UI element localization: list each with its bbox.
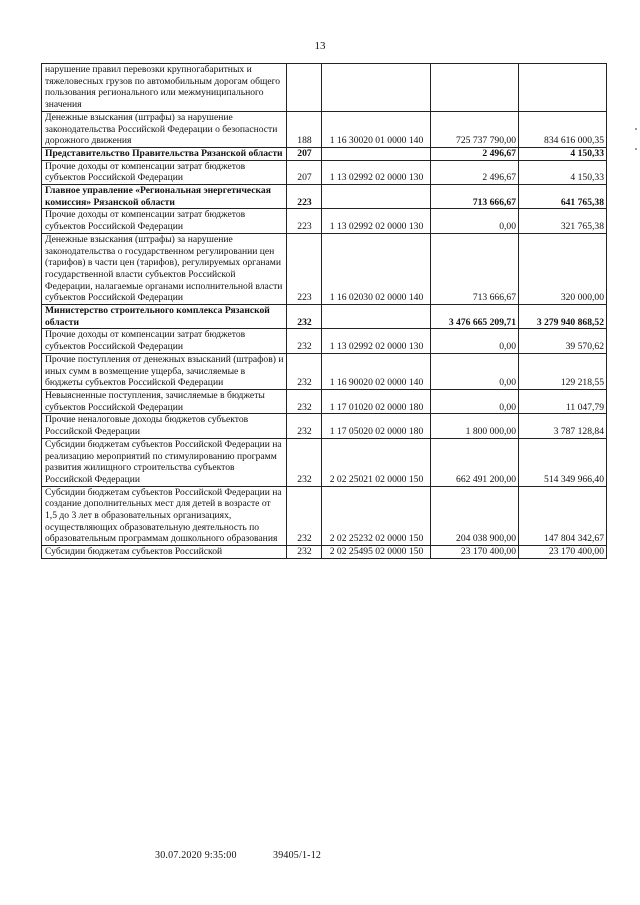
row-admin-code-cell: 223 bbox=[287, 185, 322, 209]
row-budget-classification-cell: 1 16 90020 02 0000 140 bbox=[322, 353, 431, 389]
row-admin-code-cell: 207 bbox=[287, 147, 322, 160]
row-actual-amount-cell: 3 787 128,84 bbox=[519, 414, 607, 438]
row-actual-amount-cell: 4 150,33 bbox=[519, 160, 607, 184]
row-name-cell: Прочие неналоговые доходы бюджетов субъектов Российской Федерации bbox=[42, 414, 287, 438]
row-plan-amount-cell: 0,00 bbox=[431, 329, 519, 353]
row-plan-amount-cell: 2 496,67 bbox=[431, 147, 519, 160]
row-plan-amount-cell: 0,00 bbox=[431, 209, 519, 233]
row-budget-classification-cell bbox=[322, 147, 431, 160]
row-name-cell: Невыясненные поступления, зачисляемые в бюджеты субъектов Российской Федерации bbox=[42, 389, 287, 413]
row-budget-classification-cell: 2 02 25495 02 0000 150 bbox=[322, 546, 431, 559]
row-budget-classification-cell: 2 02 25232 02 0000 150 bbox=[322, 486, 431, 546]
table-row bbox=[42, 389, 607, 413]
row-budget-classification-cell bbox=[322, 64, 431, 112]
row-admin-code-cell: 207 bbox=[287, 160, 322, 184]
row-actual-amount-cell: 4 150,33 bbox=[519, 147, 607, 160]
table-row bbox=[42, 353, 607, 389]
table-row bbox=[42, 147, 607, 160]
row-actual-amount-cell: 11 047,79 bbox=[519, 389, 607, 413]
row-budget-classification-cell: 1 16 02030 02 0000 140 bbox=[322, 233, 431, 304]
row-admin-code-cell: 232 bbox=[287, 353, 322, 389]
row-budget-classification-cell: 1 13 02992 02 0000 130 bbox=[322, 329, 431, 353]
row-admin-code-cell: 232 bbox=[287, 486, 322, 546]
scan-margin-mark bbox=[635, 128, 637, 130]
row-actual-amount-cell bbox=[519, 64, 607, 112]
row-admin-code-cell: 232 bbox=[287, 414, 322, 438]
row-budget-classification-cell: 1 17 01020 02 0000 180 bbox=[322, 389, 431, 413]
row-plan-amount-cell: 713 666,67 bbox=[431, 185, 519, 209]
table-row bbox=[42, 546, 607, 559]
row-actual-amount-cell: 23 170 400,00 bbox=[519, 546, 607, 559]
row-actual-amount-cell: 514 349 966,40 bbox=[519, 438, 607, 486]
footer-timestamp: 30.07.2020 9:35:00 bbox=[155, 850, 237, 861]
table-row bbox=[42, 438, 607, 486]
revenue-table bbox=[41, 63, 607, 559]
row-plan-amount-cell: 725 737 790,00 bbox=[431, 111, 519, 147]
table-row bbox=[42, 233, 607, 304]
row-actual-amount-cell: 834 616 000,35 bbox=[519, 111, 607, 147]
row-actual-amount-cell: 129 218,55 bbox=[519, 353, 607, 389]
row-actual-amount-cell: 641 765,38 bbox=[519, 185, 607, 209]
table-row bbox=[42, 209, 607, 233]
row-name-cell: Главное управление «Региональная энергетическая комиссия» Рязанской области bbox=[42, 185, 287, 209]
row-actual-amount-cell: 321 765,38 bbox=[519, 209, 607, 233]
row-name-cell: Прочие поступления от денежных взысканий (штрафов) и иных сумм в возмещение ущерба, зачисляемые в бюджеты субъектов Российской Федерации bbox=[42, 353, 287, 389]
row-name-cell: Министерство строительного комплекса Рязанской области bbox=[42, 305, 287, 329]
row-plan-amount-cell: 204 038 900,00 bbox=[431, 486, 519, 546]
row-budget-classification-cell bbox=[322, 305, 431, 329]
row-admin-code-cell: 232 bbox=[287, 329, 322, 353]
row-name-cell: Денежные взыскания (штрафы) за нарушение законодательства Российской Федерации о безопасности дорожного движения bbox=[42, 111, 287, 147]
row-admin-code-cell bbox=[287, 64, 322, 112]
table-row bbox=[42, 305, 607, 329]
row-admin-code-cell: 232 bbox=[287, 438, 322, 486]
row-name-cell: Субсидии бюджетам субъектов Российской Федерации на создание дополнительных мест для детей в возрасте от 1,5 до 3 лет в образовательных организациях, осуществляющих образовательную деятельность по образовательным программам дошкольного образования bbox=[42, 486, 287, 546]
scan-margin-mark bbox=[635, 148, 637, 150]
table-row bbox=[42, 185, 607, 209]
row-budget-classification-cell bbox=[322, 185, 431, 209]
row-name-cell: Денежные взыскания (штрафы) за нарушение законодательства о государственном регулировании цен (тарифов) в части цен (тарифов), регулируемых органами государственной власти субъектов Российской Федерации, налагаемые органами исполнительной власти субъектов Российской Федерации bbox=[42, 233, 287, 304]
row-plan-amount-cell: 662 491 200,00 bbox=[431, 438, 519, 486]
row-actual-amount-cell: 3 279 940 868,52 bbox=[519, 305, 607, 329]
row-admin-code-cell: 188 bbox=[287, 111, 322, 147]
row-plan-amount-cell: 3 476 665 209,71 bbox=[431, 305, 519, 329]
table-row bbox=[42, 486, 607, 546]
row-budget-classification-cell: 2 02 25021 02 0000 150 bbox=[322, 438, 431, 486]
table-row bbox=[42, 160, 607, 184]
row-name-cell: Прочие доходы от компенсации затрат бюджетов субъектов Российской Федерации bbox=[42, 160, 287, 184]
page-number: 13 bbox=[314, 40, 326, 52]
row-plan-amount-cell: 713 666,67 bbox=[431, 233, 519, 304]
row-name-cell: Субсидии бюджетам субъектов Российской Федерации на реализацию мероприятий по стимулированию программ развития жилищного строительства субъектов Российской Федерации bbox=[42, 438, 287, 486]
row-actual-amount-cell: 320 000,00 bbox=[519, 233, 607, 304]
row-admin-code-cell: 223 bbox=[287, 233, 322, 304]
row-admin-code-cell: 232 bbox=[287, 389, 322, 413]
row-name-cell: Представительство Правительства Рязанской области bbox=[42, 147, 287, 160]
row-name-cell: Прочие доходы от компенсации затрат бюджетов субъектов Российской Федерации bbox=[42, 209, 287, 233]
table-row bbox=[42, 329, 607, 353]
row-plan-amount-cell: 0,00 bbox=[431, 389, 519, 413]
row-budget-classification-cell: 1 17 05020 02 0000 180 bbox=[322, 414, 431, 438]
row-budget-classification-cell: 1 13 02992 02 0000 130 bbox=[322, 209, 431, 233]
row-admin-code-cell: 232 bbox=[287, 546, 322, 559]
row-name-cell: Субсидии бюджетам субъектов Российской bbox=[42, 546, 287, 559]
table-row bbox=[42, 111, 607, 147]
row-budget-classification-cell: 1 13 02992 02 0000 130 bbox=[322, 160, 431, 184]
footer-document-id: 39405/1-12 bbox=[273, 850, 322, 861]
table-row bbox=[42, 64, 607, 112]
row-plan-amount-cell: 23 170 400,00 bbox=[431, 546, 519, 559]
row-name-cell: Прочие доходы от компенсации затрат бюджетов субъектов Российской Федерации bbox=[42, 329, 287, 353]
row-plan-amount-cell bbox=[431, 64, 519, 112]
row-admin-code-cell: 223 bbox=[287, 209, 322, 233]
row-plan-amount-cell: 1 800 000,00 bbox=[431, 414, 519, 438]
row-plan-amount-cell: 0,00 bbox=[431, 353, 519, 389]
row-plan-amount-cell: 2 496,67 bbox=[431, 160, 519, 184]
row-admin-code-cell: 232 bbox=[287, 305, 322, 329]
row-actual-amount-cell: 39 570,62 bbox=[519, 329, 607, 353]
table-row bbox=[42, 414, 607, 438]
row-actual-amount-cell: 147 804 342,67 bbox=[519, 486, 607, 546]
row-budget-classification-cell: 1 16 30020 01 0000 140 bbox=[322, 111, 431, 147]
row-name-cell: нарушение правил перевозки крупногабаритных и тяжеловесных грузов по автомобильным дорогам общего пользования регионального или межмуниципального значения bbox=[42, 64, 287, 112]
